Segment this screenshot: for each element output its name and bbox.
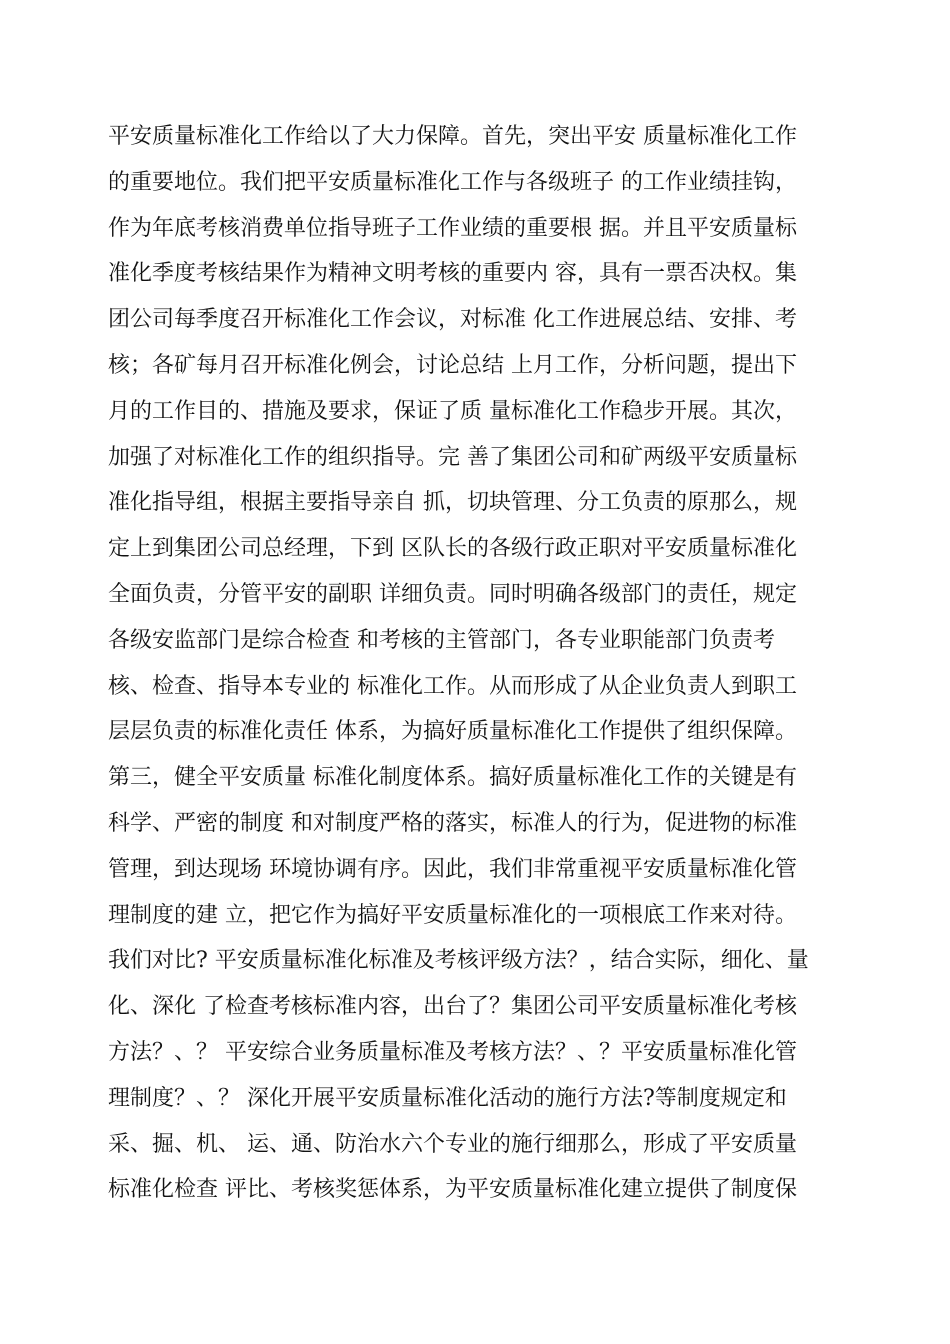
text-line: 加强了对标准化工作的组织指导。完 善了集团公司和矿两级平安质量标 xyxy=(108,444,797,470)
text-line: 理制度的建 立，把它作为搞好平安质量标准化的一项根底工作来对待。 xyxy=(108,902,797,928)
text-line: 各级安监部门是综合检查 和考核的主管部门，各专业职能部门负责考 xyxy=(108,627,775,653)
text-line: 准化指导组，根据主要指导亲自 抓，切块管理、分工负责的原那么，规 xyxy=(108,490,797,516)
text-line: 层层负责的标准化责任 体系，为搞好质量标准化工作提供了组织保障。 xyxy=(108,719,797,745)
text-line: 准化季度考核结果作为精神文明考核的重要内 容，具有一票否决权。集 xyxy=(108,261,797,287)
text-line: 的重要地位。我们把平安质量标准化工作与各级班子 的工作业绩挂钩， xyxy=(108,169,797,195)
text-line: 月的工作目的、措施及要求，保证了质 量标准化工作稳步开展。其次， xyxy=(108,398,797,424)
body-paragraph xyxy=(108,114,848,1213)
text-line: 采、掘、机、 运、通、防治水六个专业的施行细那么，形成了平安质量 xyxy=(108,1131,797,1157)
text-line: 科学、严密的制度 和对制度严格的落实，标准人的行为，促进物的标准 xyxy=(108,810,797,836)
text-line: 管理，到达现场 环境协调有序。因此，我们非常重视平安质量标准化管 xyxy=(108,856,797,882)
text-line: 我们对比? 平安质量标准化标准及考核评级方法？，结合实际，细化、量 xyxy=(108,948,809,974)
text-line: 作为年底考核消费单位指导班子工作业绩的重要根 据。并且平安质量标 xyxy=(108,215,797,241)
text-line: 化、深化 了检查考核标准内容，出台了？集团公司平安质量标准化考核 xyxy=(108,994,797,1020)
text-line: 理制度？、？ 深化开展平安质量标准化活动的施行方法?等制度规定和 xyxy=(108,1085,787,1111)
text-line: 定上到集团公司总经理，下到 区队长的各级行政正职对平安质量标准化 xyxy=(108,536,797,562)
text-line: 核、检查、指导本专业的 标准化工作。从而形成了从企业负责人到职工 xyxy=(108,673,797,699)
text-line: 第三，健全平安质量 标准化制度体系。搞好质量标准化工作的关键是有 xyxy=(108,765,797,791)
text-line: 平安质量标准化工作给以了大力保障。首先，突出平安 质量标准化工作 xyxy=(108,124,797,149)
text-line: 标准化检查 评比、考核奖惩体系，为平安质量标准化建立提供了制度保 xyxy=(108,1177,797,1203)
text-line: 团公司每季度召开标准化工作会议，对标准 化工作进展总结、安排、考 xyxy=(108,307,797,333)
text-line: 全面负责，分管平安的副职 详细负责。同时明确各级部门的责任，规定 xyxy=(108,581,797,607)
text-line: 方法？、？ 平安综合业务质量标准及考核方法？、？平安质量标准化管 xyxy=(108,1039,797,1065)
text-line: 核；各矿每月召开标准化例会，讨论总结 上月工作，分析问题，提出下 xyxy=(108,352,797,378)
